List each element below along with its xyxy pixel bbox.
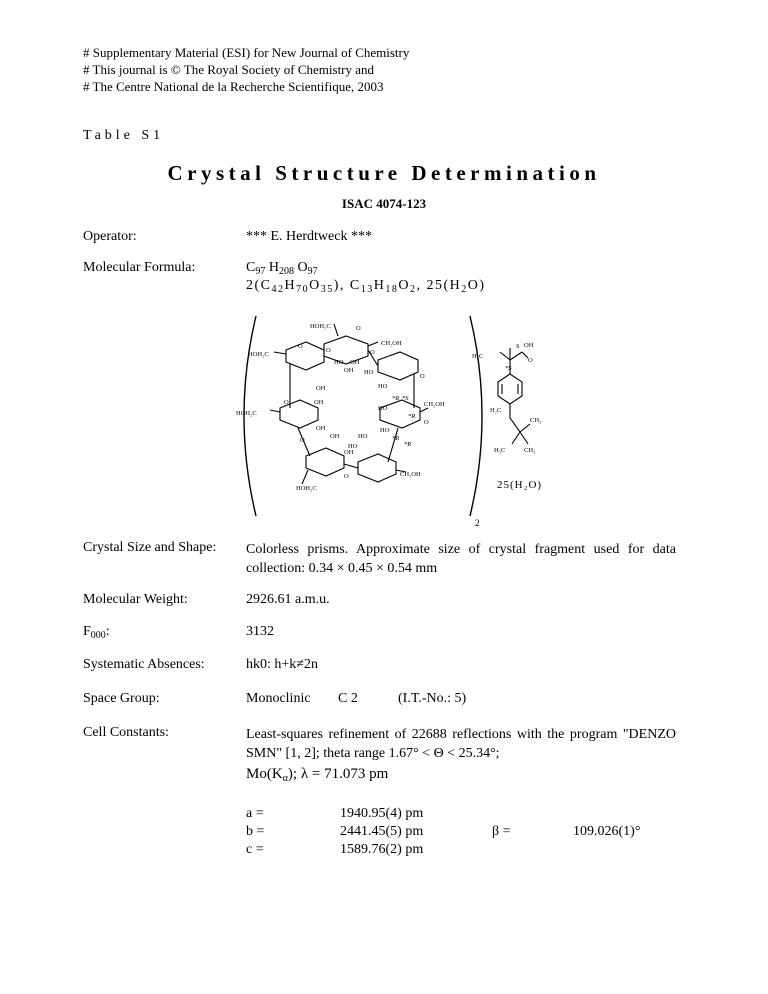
svg-text:S: S	[516, 343, 520, 350]
space-group-label: Space Group:	[83, 691, 160, 706]
svg-text:HO: HO	[358, 433, 368, 440]
cell-b-label: b =	[246, 824, 265, 839]
svg-text:HO: HO	[334, 359, 344, 366]
svg-text:OH: OH	[524, 342, 534, 349]
svg-text:H₃C: H₃C	[472, 353, 484, 360]
svg-text:CH₂OH: CH₂OH	[424, 401, 445, 408]
operator-label: Operator:	[83, 229, 137, 244]
svg-text:*S: *S	[402, 395, 409, 402]
svg-text:HOH₂C: HOH₂C	[236, 410, 257, 417]
svg-text:HOH₂C: HOH₂C	[248, 351, 269, 358]
cell-constants-text: Least-squares refinement of 22688 reflections with the program "DENZO SMN" [1, 2]; theta range 1.67° < Θ < 25.34°;	[246, 727, 676, 761]
svg-text:CH₃: CH₃	[524, 447, 536, 454]
svg-text:O: O	[420, 373, 425, 380]
svg-text:H₂C: H₂C	[490, 407, 502, 414]
svg-text:HO: HO	[378, 405, 388, 412]
svg-text:HOH₂C: HOH₂C	[310, 323, 331, 330]
crystal-size-value: Colorless prisms. Approximate size of crystal fragment used for data collection: 0.34 × 0.45 × 0.54 mm	[246, 542, 676, 576]
cell-c-value: 1589.76(2) pm	[340, 842, 424, 857]
structure-water: 25(H₂O)	[497, 479, 543, 491]
structure-diagram	[228, 312, 558, 528]
svg-text:*R: *R	[408, 413, 416, 420]
svg-text:O: O	[284, 399, 289, 406]
formula-line-2: $2(C_{42}H_{70}O_{35})$, $C_{13}H_{18}O_2$, $25(H_2O)$	[246, 278, 486, 295]
svg-text:OH: OH	[350, 359, 360, 366]
svg-text:OH: OH	[314, 399, 324, 406]
operator-value: *** E. Herdtweck ***	[246, 229, 372, 244]
svg-text:O: O	[300, 437, 305, 444]
svg-text:*S: *S	[505, 365, 512, 372]
table-label: Table S1	[83, 128, 165, 143]
space-group-system: Monoclinic	[246, 691, 311, 706]
svg-text:O: O	[370, 349, 375, 356]
svg-text:*R: *R	[392, 395, 400, 402]
crystal-size-label: Crystal Size and Shape:	[83, 540, 217, 555]
header-line-2: # This journal is © The Royal Society of Chemistry and	[83, 62, 375, 77]
svg-text:HO: HO	[378, 383, 388, 390]
svg-text:OH: OH	[316, 425, 326, 432]
wavelength-line: $Mo(K_\alpha)$; λ = 71.073 pm	[246, 766, 389, 784]
cell-b-value: 2441.45(5) pm	[340, 824, 424, 839]
page-subtitle: ISAC 4074-123	[341, 196, 427, 211]
f000-label: $F_{000}$:	[83, 624, 110, 641]
f000-value: 3132	[246, 624, 274, 639]
page-title: Crystal Structure Determination	[167, 161, 601, 185]
space-group-it-number: (I.T.-No.: 5)	[398, 691, 467, 706]
absences-value: hk0: h+k≠2n	[246, 657, 318, 672]
formula-line-1: $C_{97}$ $H_{208}$ $O_{97}$	[246, 260, 318, 277]
svg-text:O: O	[298, 343, 303, 350]
molecular-weight-value: 2926.61 a.m.u.	[246, 592, 330, 607]
space-group-symbol: C 2	[338, 691, 358, 706]
svg-text:HO: HO	[348, 443, 358, 450]
svg-text:*R: *R	[392, 435, 400, 442]
cell-beta-value: 109.026(1)°	[573, 824, 641, 839]
cell-a-value: 1940.95(4) pm	[340, 806, 424, 821]
svg-text:CH₂OH: CH₂OH	[400, 471, 421, 478]
svg-text:O: O	[528, 357, 533, 364]
formula-label: Molecular Formula:	[83, 260, 196, 275]
svg-text:O: O	[424, 419, 429, 426]
svg-text:OH: OH	[344, 449, 354, 456]
svg-text:HO: HO	[380, 427, 390, 434]
cell-c-label: c =	[246, 842, 264, 857]
svg-text:CH₃: CH₃	[530, 417, 542, 424]
svg-text:HOH₂C: HOH₂C	[296, 485, 317, 492]
molecular-weight-label: Molecular Weight:	[83, 592, 188, 607]
svg-text:H₃C: H₃C	[494, 447, 506, 454]
cell-constants-label: Cell Constants:	[83, 725, 169, 740]
header-line-1: # Supplementary Material (ESI) for New Journal of Chemistry	[83, 45, 410, 60]
svg-text:O: O	[326, 347, 331, 354]
svg-text:CH₂OH: CH₂OH	[381, 340, 402, 347]
cell-beta-label: β =	[492, 824, 511, 839]
svg-text:*R: *R	[404, 441, 412, 448]
svg-text:OH: OH	[316, 385, 326, 392]
svg-text:OH: OH	[330, 433, 340, 440]
header-line-3: # The Centre National de la Recherche Scientifique, 2003	[83, 79, 384, 94]
cell-a-label: a =	[246, 806, 264, 821]
svg-text:O: O	[356, 325, 361, 332]
structure-multiplier: 2	[475, 518, 480, 528]
svg-text:O: O	[344, 473, 349, 480]
svg-text:HO: HO	[364, 369, 374, 376]
absences-label: Systematic Absences:	[83, 657, 205, 672]
svg-text:OH: OH	[344, 367, 354, 374]
